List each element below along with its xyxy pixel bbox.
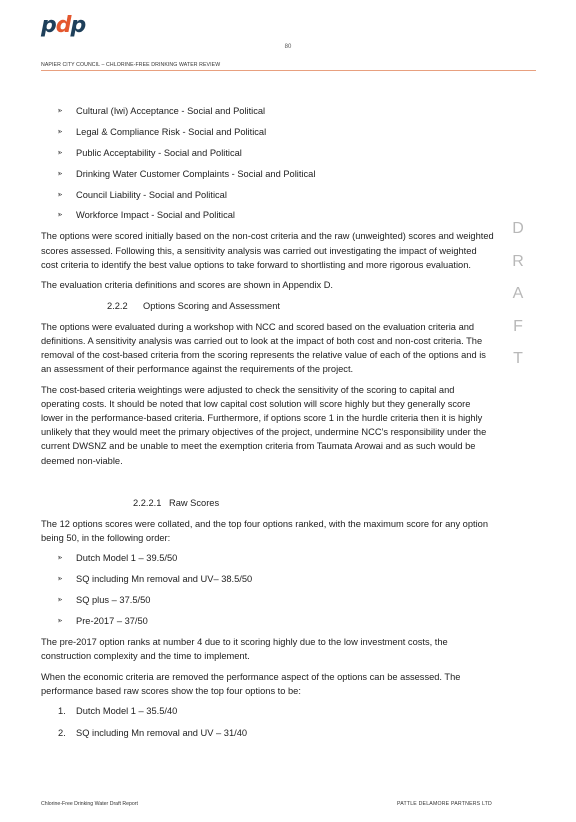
- company-logo: [41, 15, 85, 37]
- paragraph-appendix-reference: The evaluation criteria definitions and scores are shown in Appendix D.: [41, 280, 333, 291]
- section-title: Raw Scores: [169, 497, 220, 508]
- header-divider: [41, 70, 536, 71]
- logo-letter-p: p: [41, 13, 56, 38]
- logo-letter-p2: p: [70, 13, 86, 38]
- section-number: 2.2.2.1: [133, 497, 162, 508]
- bullet-marker-icon: ⪢: [58, 127, 62, 135]
- bullet-marker-icon: ⪢: [58, 107, 62, 114]
- paragraph-performance-intro: When the economic criteria are removed the performance aspect of the options can be assessed. The performance based raw scores show the top four options to be:: [41, 671, 461, 696]
- bullet-marker-icon: ⪢: [58, 169, 62, 177]
- list-item: [41, 125, 495, 139]
- paragraph-cost-sensitivity: The cost-based criteria weightings were adjusted to check the sensitivity of the scoring to capital and operating costs. It should be noted that low capital cost solution will score highly but they generally score lower in the performance-based criteria. Furthermore, if options score 1 in the hurdle criteria then it is highly unlikely that they would meet the primary objectives of the project, undermine NCC’s responsibility under the current DWSNZ and be unable to meet the exemption criteria from Taumata Arowai and as such would be deemed non-viable.: [41, 384, 487, 466]
- list-item-text: Cultural (Iwi) Acceptance - Social and Political: [76, 106, 266, 116]
- list-item: [41, 208, 495, 222]
- list-item: [41, 614, 495, 628]
- bullet-marker-icon: ⪢: [58, 190, 62, 198]
- list-item-text: Dutch Model 1 – 39.5/50: [76, 553, 178, 564]
- page-body: [41, 104, 495, 747]
- bullet-marker-icon: ⪢: [58, 575, 62, 583]
- criteria-list: [41, 104, 495, 223]
- section-number: 2.2.2: [107, 300, 128, 311]
- list-item-text: SQ including Mn removal and UV– 38.5/50: [76, 574, 253, 585]
- paragraph-scoring-approach: The options were scored initially based on the non-cost criteria and the raw (unweighted) scores and weighted scores assessed. Following this, a sensitivity analysis was carried out investigating the impact of weighted cost criteria to identify the best value options to take forward to shortlisting and more rigorous evaluation.: [41, 231, 494, 270]
- list-item: [41, 593, 495, 607]
- list-item-text: Pre-2017 – 37/50: [76, 616, 148, 627]
- section-title: Options Scoring and Assessment: [143, 300, 280, 311]
- list-item: [41, 188, 495, 202]
- logo-letter-d: d: [55, 13, 71, 38]
- performance-scores-list: [41, 704, 495, 740]
- bullet-marker-icon: ⪢: [58, 211, 62, 219]
- watermark-letter: F: [513, 317, 523, 335]
- bullet-marker-icon: ⪢: [58, 596, 62, 604]
- paragraph-pre-2017-ranking: The pre-2017 option ranks at number 4 due to it scoring highly due to the low investment costs, the construction complexity and the time to implement.: [41, 636, 448, 662]
- watermark-letter: D: [512, 220, 524, 237]
- footer-report-title: Chlorine-Free Drinking Water Draft Report: [41, 801, 138, 807]
- list-item-text: Workforce Impact - Social and Political: [76, 210, 235, 221]
- list-item-text: SQ plus – 37.5/50: [76, 595, 151, 606]
- list-item: [41, 704, 495, 718]
- bullet-marker-icon: ⪢: [58, 617, 62, 625]
- list-item-text: SQ including Mn removal and UV – 31/40: [76, 727, 248, 738]
- list-item-text: Council Liability - Social and Political: [76, 189, 227, 200]
- section-heading-2-2-2: [41, 299, 495, 313]
- page-number: 80: [284, 44, 292, 50]
- watermark-letter: A: [512, 285, 524, 302]
- list-item-text: Drinking Water Customer Complaints - Social and Political: [76, 168, 316, 179]
- watermark-letter: T: [513, 350, 523, 367]
- list-item: [41, 726, 495, 740]
- list-item-text: Public Acceptability - Social and Political: [76, 147, 242, 158]
- bullet-marker-icon: ⪢: [58, 554, 62, 562]
- watermark-letter: R: [512, 252, 524, 270]
- paragraph-workshop-evaluation: The options were evaluated during a workshop with NCC and scored based on the evaluation criteria and definitions. A sensitivity analysis was carried out to look at the impact of both cost and non-cost criteria. The removal of the cost-based criteria from the scoring represents the relative value of each of the options and is an assessment of their performance against the requirements of the project.: [41, 321, 486, 375]
- list-item: [41, 572, 495, 586]
- list-number: 1.: [58, 706, 66, 717]
- list-item-text: Dutch Model 1 – 35.5/40: [76, 706, 178, 717]
- paragraph-raw-scores-intro: The 12 options scores were collated, and the top four options ranked, with the maximum score for any option being 50, in the following order:: [41, 518, 489, 543]
- list-item-text: Legal & Compliance Risk - Social and Political: [76, 126, 267, 137]
- footer-company-name: PATTLE DELAMORE PARTNERS LTD: [396, 801, 492, 807]
- section-heading-2-2-2-1: [41, 496, 495, 510]
- draft-watermark: [510, 213, 526, 376]
- running-header: NAPIER CITY COUNCIL – CHLORINE-FREE DRINKING WATER REVIEW: [41, 62, 221, 68]
- list-item: [41, 104, 495, 118]
- list-item: [41, 146, 495, 160]
- raw-scores-list: [41, 551, 495, 628]
- list-item: [41, 551, 495, 565]
- list-item: [41, 167, 495, 181]
- list-number: 2.: [58, 727, 66, 738]
- bullet-marker-icon: ⪢: [58, 148, 62, 156]
